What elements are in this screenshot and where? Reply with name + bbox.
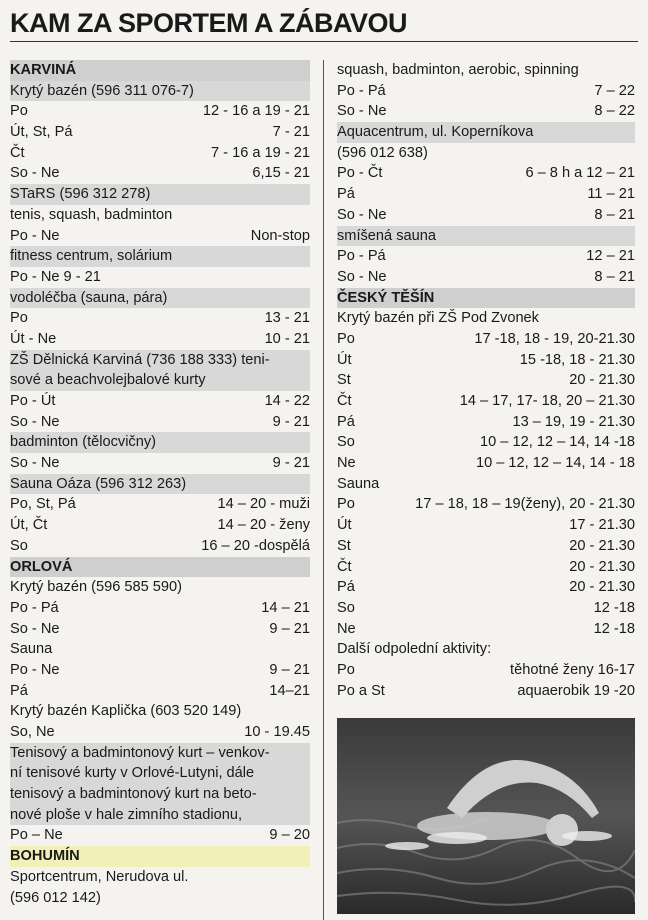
listing-label: Další odpolední aktivity: [337,641,492,658]
listing-label: Sauna [337,475,380,492]
listing-row [10,722,310,743]
listing-hours: aquaerobik 19 -20 [517,682,635,699]
listing-label: So [10,537,28,554]
listing-label: Út - Ne [10,330,57,347]
listing-hours: 17 – 18, 18 – 19(ženy), 20 - 21.30 [415,496,635,513]
listing-row [337,205,635,226]
listing-row [337,329,635,350]
listing-label: Po [337,496,355,513]
listing-row [10,639,310,660]
listing-hours: 6,15 - 21 [252,165,310,182]
listing-label: St [337,537,351,554]
listing-row [10,494,310,515]
listing-label: Út [337,517,352,534]
swimmer-photo [337,718,635,914]
listing-hours: 20 - 21.30 [569,537,635,554]
listing-label: Sauna Oáza (596 312 263) [10,475,187,492]
listing-hours: 6 – 8 h a 12 – 21 [525,165,635,182]
listing-hours: 10 - 19.45 [244,724,310,740]
listing-label: Krytý bazén (596 311 076-7) [10,82,194,99]
listing-row [10,805,310,826]
listing-hours: 14 – 20 - muži [217,496,310,513]
listing-label: BOHUMÍN [10,848,80,865]
listing-label: Čt [337,558,352,575]
listing-label: fitness centrum, solárium [10,248,173,265]
listing-hours: 9 – 21 [269,661,310,678]
listing-row [10,536,310,557]
listing-label: tenisový a badmintonový kurt na beto- [10,786,257,803]
listing-row [10,205,310,226]
listing-hours: 13 - 21 [264,310,310,327]
listing-hours: 20 - 21.30 [569,372,635,389]
listing-row [10,598,310,619]
listing-row [10,557,310,578]
listing-label: Po - Út [10,393,56,409]
listing-label: Sportcentrum, Nerudova ul. [10,868,189,885]
listing-hours: 12 – 21 [586,248,635,265]
listing-label: So - Ne [10,620,60,637]
listing-row [10,288,310,309]
listing-label: Út, Čt [10,517,48,534]
listing-row [10,391,310,412]
listing-row [10,226,310,247]
listing-label: vodoléčba (sauna, pára) [10,289,168,306]
listing-label: Pá [337,413,355,430]
listing-hours: 8 – 21 [594,268,635,285]
listing-hours: 14–21 [269,682,310,699]
listing-hours: 20 - 21.30 [569,579,635,596]
listing-label: Čt [337,393,352,409]
listing-row [10,432,310,453]
listing-label: Po [10,103,28,120]
listing-hours: 7 - 16 a 19 - 21 [211,144,310,161]
listing-row [337,536,635,557]
listing-label: Krytý bazén při ZŠ Pod Zvonek [337,310,539,327]
listing-label: Po - Ne [10,227,60,244]
listing-label: So, Ne [10,724,55,740]
listing-label: Krytý bazén Kaplička (603 520 149) [10,703,242,720]
listing-row [337,412,635,433]
listing-row [337,122,635,143]
listing-label: St [337,372,351,389]
listing-hours: 8 – 22 [594,103,635,120]
page-title: KAM ZA SPORTEM A ZÁBAVOU [10,8,638,42]
listing-row [337,681,635,702]
listing-hours: 9 - 21 [272,413,310,430]
listing-label: Po - Pá [337,248,386,265]
listing-row [337,660,635,681]
listing-label: (596 012 638) [337,144,428,161]
listing-row [337,453,635,474]
left-column [10,60,310,908]
listing-row [337,577,635,598]
listing-hours: 16 – 20 -dospělá [201,537,310,554]
listing-label: Ne [337,455,356,472]
listing-label: Po [337,330,355,347]
listing-hours: 8 – 21 [594,206,635,223]
listing-hours: 10 – 12, 12 – 14, 14 -18 [480,434,635,451]
listing-row [337,267,635,288]
listing-label: Po - Pá [10,599,59,616]
listing-hours: těhotné ženy 16-17 [510,661,635,678]
listing-label: nové ploše v hale zimního stadionu, [10,806,243,823]
listing-row [337,639,635,660]
listing-row [10,867,310,888]
listing-label: Po - Ne [10,661,60,678]
listing-hours: 9 – 21 [269,620,310,637]
listing-row [337,163,635,184]
listing-hours: 14 – 17, 17- 18, 20 – 21.30 [459,393,635,409]
listing-label: So - Ne [10,455,60,472]
listing-hours: 14 - 22 [264,393,310,409]
listing-hours: 17 - 21.30 [569,517,635,534]
listing-label: ZŠ Dělnická Karviná (736 188 333) teni- [10,351,270,368]
listing-row [10,743,310,764]
listing-row [10,101,310,122]
listing-label: Po, St, Pá [10,496,76,513]
listing-label: So - Ne [10,413,60,430]
listing-row [337,474,635,495]
listing-label: squash, badminton, aerobic, spinning [337,62,579,78]
listing-row [337,288,635,309]
listing-row [337,143,635,164]
listing-hours: 12 - 16 a 19 - 21 [202,103,310,120]
listing-label: Út, St, Pá [10,124,73,141]
listing-label: Po – Ne [10,827,63,844]
listing-row [337,494,635,515]
listing-hours: 14 – 20 - ženy [217,517,310,534]
listing-hours: 9 - 21 [272,455,310,472]
listing-label: sové a beachvolejbalové kurty [10,372,206,389]
listing-row [10,308,310,329]
listing-row [337,350,635,371]
listing-label: (596 012 142) [10,889,101,906]
listing-hours: Non-stop [250,227,310,244]
listing-row [10,184,310,205]
listing-row [10,763,310,784]
listing-row [10,577,310,598]
listing-label: tenis, squash, badminton [10,206,173,223]
listing-label: badminton (tělocvičny) [10,434,157,451]
listing-row [337,101,635,122]
listing-hours: 13 – 19, 19 - 21.30 [512,413,635,430]
listing-row [10,453,310,474]
listing-row [10,474,310,495]
listing-label: Čt [10,144,25,161]
listing-label: Po - Ne 9 - 21 [10,268,101,285]
listing-row [10,267,310,288]
listing-label: So - Ne [337,268,387,285]
listing-row [10,846,310,867]
listing-row [10,515,310,536]
listing-label: So [337,434,355,451]
listing-label: Krytý bazén (596 585 590) [10,579,182,596]
listing-label: ORLOVÁ [10,558,73,575]
listing-label: Po [10,310,28,327]
listing-row [337,226,635,247]
listing-row [337,246,635,267]
listing-hours: 10 – 12, 12 – 14, 14 - 18 [475,455,635,472]
listing-row [10,122,310,143]
listing-label: Ne [337,620,356,637]
listing-label: So - Ne [337,206,387,223]
right-column [337,60,635,701]
listing-hours: 11 – 21 [587,186,635,203]
listing-row [337,432,635,453]
listing-label: So [337,599,355,616]
listing-row [337,515,635,536]
listing-row [10,329,310,350]
listing-label: Po - Čt [337,165,383,182]
listing-label: smíšená sauna [337,227,436,244]
listing-row [10,619,310,640]
listing-label: Pá [337,579,355,596]
listing-row [10,60,310,81]
listing-row [10,370,310,391]
listing-row [337,308,635,329]
listing-hours: 7 - 21 [272,124,310,141]
listing-row [337,60,635,81]
listing-label: Po [337,661,355,678]
listing-label: Pá [337,186,355,203]
listing-row [10,681,310,702]
listing-row [337,557,635,578]
listing-row [10,81,310,102]
listing-row [10,888,310,909]
listing-row [10,163,310,184]
listing-hours: 9 – 20 [269,827,310,844]
listing-hours: 20 - 21.30 [569,558,635,575]
listing-label: Aquacentrum, ul. Koperníkova [337,124,534,141]
listing-row [10,825,310,846]
listing-row [10,701,310,722]
listing-label: STaRS (596 312 278) [10,186,151,203]
listing-label: Po a St [337,682,385,699]
listing-row [10,660,310,681]
listing-row [337,598,635,619]
listing-hours: 10 - 21 [264,330,310,347]
listing-hours: 15 -18, 18 - 21.30 [519,351,635,368]
listing-row [337,370,635,391]
listing-label: Pá [10,682,28,699]
listing-label: ČESKÝ TĚŠÍN [337,289,435,306]
column-divider [323,60,324,920]
listing-label: ní tenisové kurty v Orlové-Lutyni, dále [10,765,255,782]
listing-label: KARVINÁ [10,62,77,78]
listing-row [337,391,635,412]
listing-label: Út [337,351,352,368]
listing-hours: 12 -18 [593,620,635,637]
listing-label: Sauna [10,641,53,658]
listing-row [337,81,635,102]
listing-hours: 17 -18, 18 - 19, 20-21.30 [474,330,635,347]
listing-row [10,246,310,267]
listing-row [10,143,310,164]
listing-hours: 14 – 21 [261,599,310,616]
listing-row [337,184,635,205]
listing-label: So - Ne [10,165,60,182]
listing-row [10,412,310,433]
listing-label: Tenisový a badmintonový kurt – venkov- [10,744,270,761]
listing-hours: 7 – 22 [594,82,635,99]
listing-row [10,350,310,371]
listing-hours: 12 -18 [593,599,635,616]
listing-row [337,619,635,640]
listing-label: So - Ne [337,103,387,120]
listing-label: Po - Pá [337,82,386,99]
listing-row [10,784,310,805]
